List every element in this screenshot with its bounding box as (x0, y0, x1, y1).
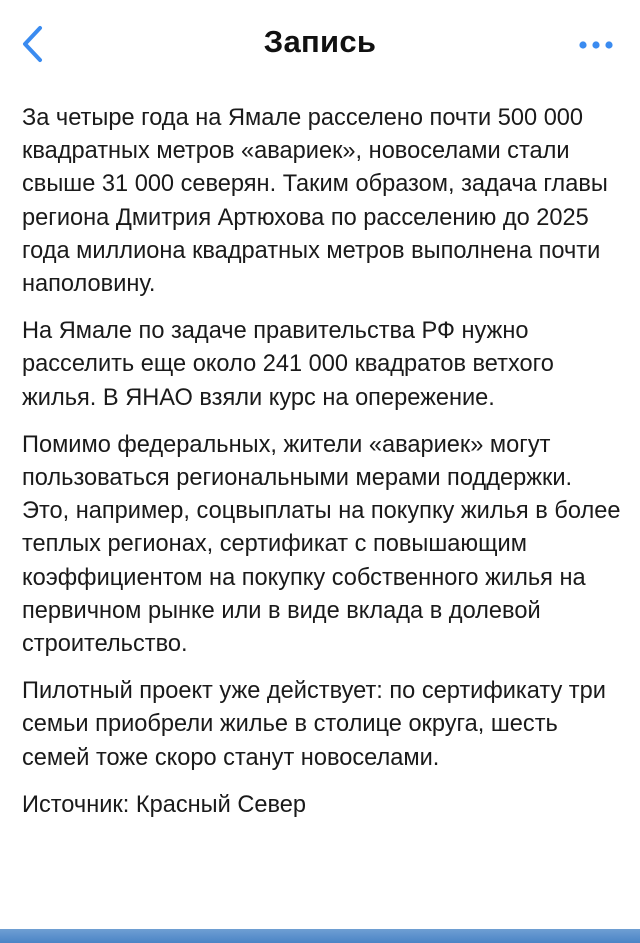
post-body (22, 102, 622, 822)
post-source: Источник: Красный Север (22, 791, 307, 818)
post-paragraph: За четыре года на Ямале расселено почти 500 000 квадратных метров «авариек», новоселами стали свыше 31 000 северян. Таким образом, задача главы региона Дмитрия Артюхова по расселению до 2025 года миллиона квадратных метров выполнена почти наполовину. (22, 105, 608, 298)
more-horizontal-icon (578, 37, 614, 55)
more-options-button[interactable] (568, 24, 624, 68)
post-paragraph: Пилотный проект уже действует: по сертификату три семьи приобрели жилье в столице округа, шесть семей тоже скоро станут новоселами. (22, 678, 606, 771)
post-paragraph: Помимо федеральных, жители «авариек» могут пользоваться региональными мерами поддержки. Это, например, соцвыплаты на покупку жилья в более теплых регионах, сертификат с повышающим коэффициентом на покупку собственного жилья на первичном рынке или в виде вклада в долевой строительство. (22, 431, 621, 658)
top-nav-bar (0, 0, 640, 92)
page-title: Запись (263, 24, 377, 59)
bottom-edge-bar (0, 929, 640, 943)
post-paragraph: На Ямале по задаче правительства РФ нужно расселить еще около 241 000 квадратов ветхого жилья. В ЯНАО взяли курс на опережение. (22, 318, 554, 411)
